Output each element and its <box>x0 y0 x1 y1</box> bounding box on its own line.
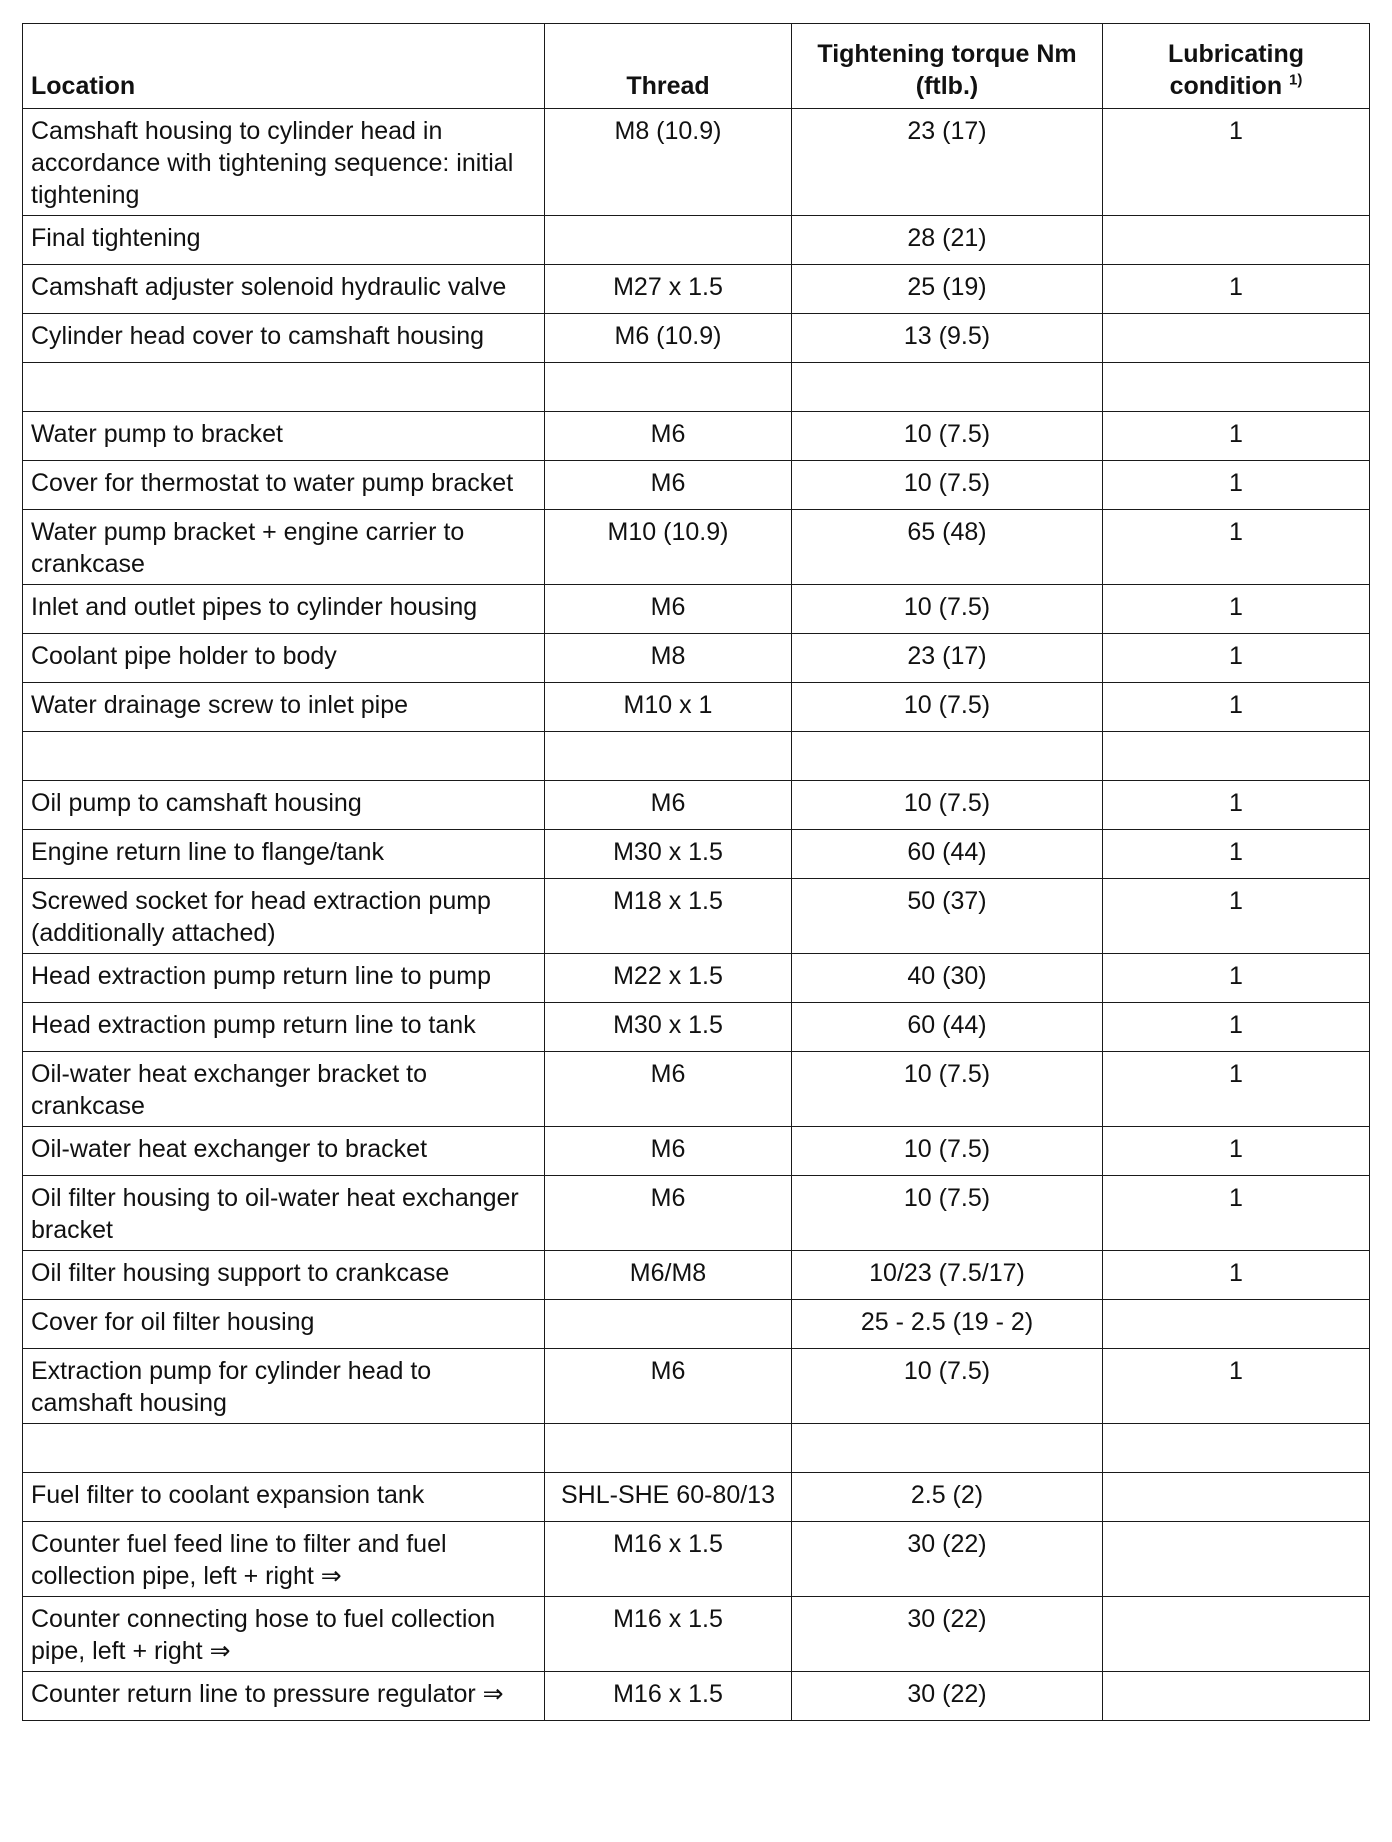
cell-torque: 2.5 (2) <box>792 1473 1103 1522</box>
table-row <box>23 1424 1370 1473</box>
cell-torque <box>792 1424 1103 1473</box>
table-row <box>23 1473 1370 1522</box>
table-row <box>23 585 1370 634</box>
cell-thread: M16 x 1.5 <box>545 1522 792 1597</box>
footnote-marker: 1) <box>1289 71 1303 89</box>
cell-lubrication <box>1103 1597 1370 1672</box>
table-row <box>23 879 1370 954</box>
cell-thread: M30 x 1.5 <box>545 830 792 879</box>
cell-lubrication: 1 <box>1103 461 1370 510</box>
cell-thread: M18 x 1.5 <box>545 879 792 954</box>
cell-thread: M6 (10.9) <box>545 314 792 363</box>
cell-location: Final tightening <box>23 216 545 265</box>
cell-lubrication: 1 <box>1103 1176 1370 1251</box>
cell-location: Head extraction pump return line to pump <box>23 954 545 1003</box>
cell-lubrication: 1 <box>1103 585 1370 634</box>
cell-thread: M10 x 1 <box>545 683 792 732</box>
cell-lubrication <box>1103 1473 1370 1522</box>
table-row <box>23 1052 1370 1127</box>
cell-lubrication: 1 <box>1103 1052 1370 1127</box>
header-torque: Tightening torque Nm (ftlb.) <box>792 24 1103 109</box>
cell-lubrication: 1 <box>1103 412 1370 461</box>
cell-thread: M6 <box>545 461 792 510</box>
cell-torque: 10 (7.5) <box>792 781 1103 830</box>
cell-thread: M22 x 1.5 <box>545 954 792 1003</box>
cell-location: Water pump to bracket <box>23 412 545 461</box>
cell-torque: 10 (7.5) <box>792 1176 1103 1251</box>
cell-torque: 60 (44) <box>792 1003 1103 1052</box>
cell-lubrication: 1 <box>1103 109 1370 216</box>
cell-lubrication <box>1103 314 1370 363</box>
cell-lubrication <box>1103 363 1370 412</box>
table-row <box>23 781 1370 830</box>
cell-torque <box>792 732 1103 781</box>
table-row <box>23 732 1370 781</box>
cell-lubrication: 1 <box>1103 1349 1370 1424</box>
cell-location: Inlet and outlet pipes to cylinder housing <box>23 585 545 634</box>
cell-torque: 25 - 2.5 (19 - 2) <box>792 1300 1103 1349</box>
cell-lubrication <box>1103 1300 1370 1349</box>
cell-location: Head extraction pump return line to tank <box>23 1003 545 1052</box>
cell-lubrication <box>1103 1672 1370 1721</box>
cell-location: Cover for oil filter housing <box>23 1300 545 1349</box>
cell-torque: 10 (7.5) <box>792 683 1103 732</box>
cell-location: Counter return line to pressure regulator ⇒ <box>23 1672 545 1721</box>
cell-location: Cylinder head cover to camshaft housing <box>23 314 545 363</box>
table-row <box>23 1003 1370 1052</box>
cell-lubrication <box>1103 1424 1370 1473</box>
cell-thread: M30 x 1.5 <box>545 1003 792 1052</box>
cell-torque: 65 (48) <box>792 510 1103 585</box>
cell-torque: 40 (30) <box>792 954 1103 1003</box>
header-row <box>23 24 1370 109</box>
cell-location: Fuel filter to coolant expansion tank <box>23 1473 545 1522</box>
cell-location: Oil filter housing to oil-water heat exchanger bracket <box>23 1176 545 1251</box>
cell-lubrication: 1 <box>1103 265 1370 314</box>
table-row <box>23 683 1370 732</box>
cell-thread: M6 <box>545 1176 792 1251</box>
cell-thread: M6 <box>545 1052 792 1127</box>
cell-lubrication: 1 <box>1103 879 1370 954</box>
cell-torque: 23 (17) <box>792 109 1103 216</box>
table-row <box>23 1597 1370 1672</box>
table-row <box>23 314 1370 363</box>
cell-location <box>23 363 545 412</box>
table-row <box>23 461 1370 510</box>
table-row <box>23 830 1370 879</box>
cell-torque: 10/23 (7.5/17) <box>792 1251 1103 1300</box>
header-location: Location <box>23 24 545 109</box>
table-row <box>23 1522 1370 1597</box>
cell-thread: SHL-SHE 60-80/13 <box>545 1473 792 1522</box>
cell-torque: 30 (22) <box>792 1672 1103 1721</box>
cell-lubrication <box>1103 1522 1370 1597</box>
cell-torque: 10 (7.5) <box>792 1349 1103 1424</box>
cell-location: Cover for thermostat to water pump bracket <box>23 461 545 510</box>
cell-thread: M16 x 1.5 <box>545 1672 792 1721</box>
header-lubrication-label: Lubricating condition <box>1167 40 1305 100</box>
table-row <box>23 1300 1370 1349</box>
cell-location <box>23 1424 545 1473</box>
table-row <box>23 363 1370 412</box>
cell-lubrication: 1 <box>1103 1251 1370 1300</box>
cell-location: Extraction pump for cylinder head to camshaft housing <box>23 1349 545 1424</box>
cell-location: Water drainage screw to inlet pipe <box>23 683 545 732</box>
cell-torque: 10 (7.5) <box>792 1052 1103 1127</box>
cell-torque: 28 (21) <box>792 216 1103 265</box>
header-thread: Thread <box>545 24 792 109</box>
cell-torque: 13 (9.5) <box>792 314 1103 363</box>
cell-thread: M8 (10.9) <box>545 109 792 216</box>
cell-thread: M6 <box>545 1127 792 1176</box>
cell-lubrication: 1 <box>1103 781 1370 830</box>
cell-lubrication: 1 <box>1103 954 1370 1003</box>
table-row <box>23 1176 1370 1251</box>
cell-thread: M6 <box>545 781 792 830</box>
table-row <box>23 1349 1370 1424</box>
table-row <box>23 412 1370 461</box>
cell-torque: 10 (7.5) <box>792 585 1103 634</box>
cell-torque: 10 (7.5) <box>792 461 1103 510</box>
cell-lubrication: 1 <box>1103 1127 1370 1176</box>
cell-lubrication <box>1103 732 1370 781</box>
cell-thread: M27 x 1.5 <box>545 265 792 314</box>
cell-torque <box>792 363 1103 412</box>
cell-thread <box>545 1424 792 1473</box>
cell-torque: 23 (17) <box>792 634 1103 683</box>
header-lubrication <box>1103 24 1370 109</box>
cell-lubrication: 1 <box>1103 1003 1370 1052</box>
cell-thread <box>545 1300 792 1349</box>
cell-location: Oil-water heat exchanger bracket to crankcase <box>23 1052 545 1127</box>
cell-torque: 50 (37) <box>792 879 1103 954</box>
table-row <box>23 510 1370 585</box>
cell-thread: M6 <box>545 585 792 634</box>
cell-lubrication: 1 <box>1103 683 1370 732</box>
cell-thread: M16 x 1.5 <box>545 1597 792 1672</box>
table-row <box>23 216 1370 265</box>
cell-thread: M10 (10.9) <box>545 510 792 585</box>
cell-torque: 25 (19) <box>792 265 1103 314</box>
cell-thread: M6/M8 <box>545 1251 792 1300</box>
cell-torque: 30 (22) <box>792 1597 1103 1672</box>
torque-table <box>22 23 1370 1721</box>
table-row <box>23 265 1370 314</box>
cell-location: Oil filter housing support to crankcase <box>23 1251 545 1300</box>
cell-torque: 10 (7.5) <box>792 1127 1103 1176</box>
cell-location: Camshaft adjuster solenoid hydraulic valve <box>23 265 545 314</box>
cell-torque: 30 (22) <box>792 1522 1103 1597</box>
cell-thread: M6 <box>545 1349 792 1424</box>
cell-location: Screwed socket for head extraction pump (additionally attached) <box>23 879 545 954</box>
cell-location: Oil pump to camshaft housing <box>23 781 545 830</box>
cell-thread: M6 <box>545 412 792 461</box>
cell-thread <box>545 363 792 412</box>
cell-location: Engine return line to flange/tank <box>23 830 545 879</box>
table-body <box>23 109 1370 1721</box>
cell-thread <box>545 216 792 265</box>
cell-location: Oil-water heat exchanger to bracket <box>23 1127 545 1176</box>
table-row <box>23 109 1370 216</box>
table-row <box>23 1251 1370 1300</box>
table-row <box>23 1127 1370 1176</box>
cell-location: Counter connecting hose to fuel collection pipe, left + right ⇒ <box>23 1597 545 1672</box>
cell-lubrication: 1 <box>1103 510 1370 585</box>
cell-thread: M8 <box>545 634 792 683</box>
table-row <box>23 1672 1370 1721</box>
cell-location: Coolant pipe holder to body <box>23 634 545 683</box>
cell-location <box>23 732 545 781</box>
cell-thread <box>545 732 792 781</box>
cell-lubrication <box>1103 216 1370 265</box>
cell-torque: 10 (7.5) <box>792 412 1103 461</box>
cell-lubrication: 1 <box>1103 830 1370 879</box>
cell-lubrication: 1 <box>1103 634 1370 683</box>
cell-location: Water pump bracket + engine carrier to crankcase <box>23 510 545 585</box>
table-row <box>23 634 1370 683</box>
cell-location: Counter fuel feed line to filter and fuel collection pipe, left + right ⇒ <box>23 1522 545 1597</box>
cell-location: Camshaft housing to cylinder head in accordance with tightening sequence: initial tightening <box>23 109 545 216</box>
table-row <box>23 954 1370 1003</box>
cell-torque: 60 (44) <box>792 830 1103 879</box>
